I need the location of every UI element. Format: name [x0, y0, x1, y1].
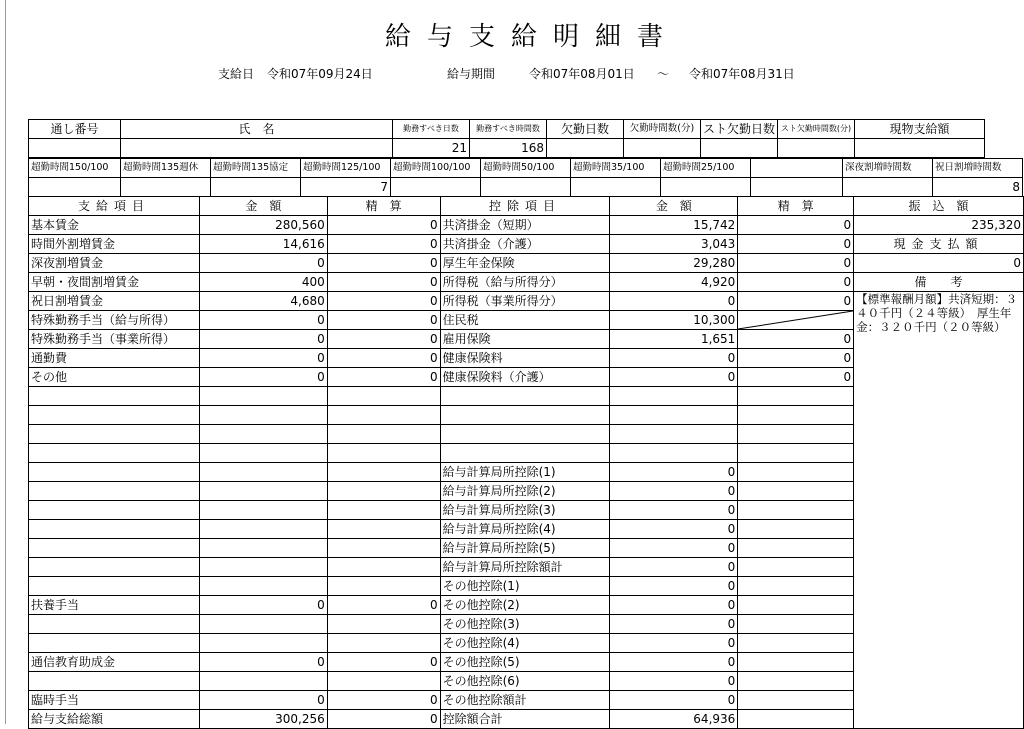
deduction-item-amount	[610, 406, 738, 425]
pay-item-amount	[199, 558, 327, 577]
deduction-item-amount: 4,920	[610, 273, 738, 292]
pay-item-amount: 280,560	[199, 216, 327, 235]
pay-item-name	[29, 539, 200, 558]
pay-item-adjust: 0	[327, 292, 440, 311]
required-hours-header: 勤務すべき時間数	[470, 120, 547, 139]
pay-deduction-table	[28, 196, 1024, 729]
deduction-item-adjust	[738, 501, 854, 520]
overtime-header-row	[29, 159, 1023, 178]
pay-item-amount	[199, 577, 327, 596]
deduction-item-amount: 0	[610, 672, 738, 691]
pay-item-amount	[199, 463, 327, 482]
deduction-item-adjust	[738, 463, 854, 482]
pay-item-name	[29, 387, 200, 406]
required-days-value: 21	[393, 139, 470, 158]
pay-item-amount: 300,256	[199, 710, 327, 729]
transfer-amount-header: 振 込 額	[854, 197, 1024, 216]
deduction-item-amount: 64,936	[610, 710, 738, 729]
deduction-item-adjust-struck	[738, 311, 854, 330]
deduction-item-amount: 0	[610, 577, 738, 596]
overtime-blank-value	[751, 178, 843, 197]
pay-item-name	[29, 615, 200, 634]
pay-item-amount	[199, 444, 327, 463]
pay-item-adjust: 0	[327, 254, 440, 273]
deduction-item-amount	[610, 425, 738, 444]
deduction-item-name: 健康保険料	[440, 349, 610, 368]
deduction-item-name: その他控除(2)	[440, 596, 610, 615]
deduction-item-name: 給与計算局所控除額計	[440, 558, 610, 577]
deduction-item-adjust	[738, 672, 854, 691]
deduction-item-adjust: 0	[738, 368, 854, 387]
deduction-item-amount: 0	[610, 596, 738, 615]
deduction-item-name: 給与計算局所控除(1)	[440, 463, 610, 482]
pay-item-adjust: 0	[327, 596, 440, 615]
table-row	[29, 235, 1024, 254]
pay-item-name: その他	[29, 368, 200, 387]
deduction-item-name: 給与計算局所控除(4)	[440, 520, 610, 539]
overtime-35-value	[571, 178, 661, 197]
attendance-table	[28, 119, 985, 158]
strike-absence-days-header: スト欠勤日数	[701, 120, 778, 139]
pay-item-amount	[199, 482, 327, 501]
deduction-item-name	[440, 406, 610, 425]
night-premium-hours-header: 深夜割増時間数	[843, 159, 933, 178]
pay-item-amount	[199, 672, 327, 691]
deduction-item-amount: 0	[610, 653, 738, 672]
deduction-item-name: 所得税（事業所得分）	[440, 292, 610, 311]
overtime-150-header: 超勤時間150/100	[29, 159, 121, 178]
deduction-amount-header: 金 額	[610, 197, 738, 216]
pay-item-amount: 400	[199, 273, 327, 292]
pay-item-adjust	[327, 482, 440, 501]
deduction-item-amount: 0	[610, 558, 738, 577]
deduction-item-amount: 0	[610, 463, 738, 482]
strike-diagonal	[738, 311, 853, 329]
deduction-item-adjust: 0	[738, 216, 854, 235]
deduction-item-adjust: 0	[738, 330, 854, 349]
pay-date: 令和07年09月24日	[267, 67, 373, 81]
pay-item-name: 扶養手当	[29, 596, 200, 615]
deduction-item-adjust	[738, 615, 854, 634]
deduction-item-adjust: 0	[738, 349, 854, 368]
deduction-item-amount: 15,742	[610, 216, 738, 235]
deduction-adjust-header: 精 算	[738, 197, 854, 216]
in-kind-payment-header: 現物支給額	[855, 120, 985, 139]
pay-item-adjust: 0	[327, 653, 440, 672]
required-days-header: 勤務すべき日数	[393, 120, 470, 139]
deduction-item-name: 健康保険料（介護）	[440, 368, 610, 387]
pay-item-name	[29, 425, 200, 444]
holiday-premium-hours-value: 8	[933, 178, 1023, 197]
overtime-blank-header	[751, 159, 843, 178]
deduction-item-amount: 0	[610, 634, 738, 653]
pay-item-adjust	[327, 406, 440, 425]
pay-item-name: 臨時手当	[29, 691, 200, 710]
overtime-135-agreement-value	[211, 178, 301, 197]
deduction-item-amount	[610, 444, 738, 463]
pay-item-name	[29, 463, 200, 482]
deduction-item-adjust	[738, 577, 854, 596]
deduction-item-name: その他控除(6)	[440, 672, 610, 691]
pay-item-name: 特殊勤務手当（給与所得）	[29, 311, 200, 330]
deduction-item-amount: 0	[610, 349, 738, 368]
deduction-item-name: 控除額合計	[440, 710, 610, 729]
pay-item-adjust	[327, 539, 440, 558]
deduction-item-amount	[610, 387, 738, 406]
deduction-item-name: その他控除(4)	[440, 634, 610, 653]
pay-item-amount	[199, 425, 327, 444]
deduction-item-adjust	[738, 710, 854, 729]
deduction-item-name: 共済掛金（短期）	[440, 216, 610, 235]
pay-item-amount	[199, 539, 327, 558]
pay-item-adjust: 0	[327, 330, 440, 349]
deduction-item-adjust	[738, 387, 854, 406]
pay-item-amount	[199, 615, 327, 634]
serial-number-value	[29, 139, 121, 158]
pay-item-amount: 0	[199, 311, 327, 330]
pay-item-name: 時間外割増賃金	[29, 235, 200, 254]
pay-item-amount: 14,616	[199, 235, 327, 254]
name-value	[121, 139, 393, 158]
deduction-item-header: 控除項目	[440, 197, 610, 216]
pay-item-amount	[199, 520, 327, 539]
pay-deduction-header-row	[29, 197, 1024, 216]
pay-item-adjust	[327, 463, 440, 482]
cash-payment-value: 0	[854, 254, 1024, 273]
deduction-item-amount: 29,280	[610, 254, 738, 273]
strike-absence-minutes-value	[778, 139, 855, 158]
deduction-item-adjust	[738, 634, 854, 653]
deduction-item-name: その他控除(5)	[440, 653, 610, 672]
pay-item-adjust	[327, 425, 440, 444]
pay-item-amount: 0	[199, 349, 327, 368]
pay-item-amount	[199, 387, 327, 406]
overtime-125-header: 超勤時間125/100	[301, 159, 391, 178]
deduction-item-amount: 3,043	[610, 235, 738, 254]
period-end: 令和07年08月31日	[689, 67, 795, 81]
attendance-value-row	[29, 139, 985, 158]
pay-item-amount: 0	[199, 596, 327, 615]
overtime-100-value	[391, 178, 481, 197]
pay-item-name: 給与支給総額	[29, 710, 200, 729]
pay-item-name	[29, 406, 200, 425]
overtime-25-value	[661, 178, 751, 197]
deduction-item-amount: 0	[610, 368, 738, 387]
pay-item-adjust: 0	[327, 273, 440, 292]
deduction-item-amount: 0	[610, 520, 738, 539]
pay-item-amount	[199, 406, 327, 425]
deduction-item-adjust	[738, 691, 854, 710]
absence-days-value	[547, 139, 624, 158]
pay-amount-header: 金 額	[199, 197, 327, 216]
pay-item-name	[29, 577, 200, 596]
deduction-item-name: 給与計算局所控除(5)	[440, 539, 610, 558]
strike-absence-days-value	[701, 139, 778, 158]
deduction-item-amount: 0	[610, 482, 738, 501]
overtime-35-header: 超勤時間35/100	[571, 159, 661, 178]
pay-adjust-header: 精 算	[327, 197, 440, 216]
deduction-item-adjust: 0	[738, 235, 854, 254]
pay-item-name	[29, 501, 200, 520]
deduction-item-amount: 0	[610, 292, 738, 311]
deduction-item-name	[440, 425, 610, 444]
deduction-item-amount: 1,651	[610, 330, 738, 349]
attendance-header-row	[29, 120, 985, 139]
pay-item-adjust	[327, 387, 440, 406]
overtime-135-weekly-header: 超勤時間135週休	[121, 159, 211, 178]
pay-item-amount: 0	[199, 254, 327, 273]
pay-item-adjust: 0	[327, 691, 440, 710]
pay-item-adjust: 0	[327, 710, 440, 729]
pay-item-name	[29, 634, 200, 653]
pay-item-adjust	[327, 672, 440, 691]
night-premium-hours-value	[843, 178, 933, 197]
period-label: 給与期間	[447, 67, 496, 81]
pay-item-adjust	[327, 558, 440, 577]
deduction-item-name: その他控除(3)	[440, 615, 610, 634]
deduction-item-name: 厚生年金保険	[440, 254, 610, 273]
pay-item-amount	[199, 634, 327, 653]
pay-item-name: 基本賃金	[29, 216, 200, 235]
period-separator: 〜	[657, 67, 670, 81]
remarks-label: 備 考	[854, 273, 1024, 292]
period-start: 令和07年08月01日	[529, 67, 635, 81]
deduction-item-adjust	[738, 539, 854, 558]
deduction-item-amount: 0	[610, 691, 738, 710]
pay-item-name: 早朝・夜間割増賃金	[29, 273, 200, 292]
holiday-premium-hours-header: 祝日割増時間数	[933, 159, 1023, 178]
deduction-item-name: 雇用保険	[440, 330, 610, 349]
pay-item-adjust: 0	[327, 235, 440, 254]
overtime-150-value	[29, 178, 121, 197]
overtime-50-value	[481, 178, 571, 197]
pay-item-adjust	[327, 615, 440, 634]
pay-item-amount: 0	[199, 653, 327, 672]
pay-item-amount	[199, 501, 327, 520]
page-title: 給与支給明細書	[384, 22, 679, 52]
pay-item-adjust	[327, 520, 440, 539]
deduction-item-name: 給与計算局所控除(3)	[440, 501, 610, 520]
pay-item-name: 特殊勤務手当（事業所得）	[29, 330, 200, 349]
deduction-item-name	[440, 444, 610, 463]
pay-item-name: 通勤費	[29, 349, 200, 368]
pay-item-amount: 4,680	[199, 292, 327, 311]
deduction-item-amount: 0	[610, 539, 738, 558]
deduction-item-name: 共済掛金（介護）	[440, 235, 610, 254]
pay-item-amount: 0	[199, 368, 327, 387]
deduction-item-name: 所得税（給与所得分）	[440, 273, 610, 292]
overtime-table	[28, 158, 1023, 197]
pay-item-adjust: 0	[327, 368, 440, 387]
in-kind-payment-value	[855, 139, 985, 158]
pay-item-adjust	[327, 577, 440, 596]
deduction-item-name: その他控除額計	[440, 691, 610, 710]
page-edge-rule	[5, 0, 6, 724]
serial-number-header: 通し番号	[29, 120, 121, 139]
pay-item-adjust	[327, 444, 440, 463]
overtime-135-weekly-value	[121, 178, 211, 197]
deduction-item-adjust	[738, 482, 854, 501]
deduction-item-amount: 0	[610, 501, 738, 520]
table-row	[29, 216, 1024, 235]
pay-item-amount: 0	[199, 691, 327, 710]
table-row	[29, 273, 1024, 292]
pay-item-name	[29, 558, 200, 577]
overtime-25-header: 超勤時間25/100	[661, 159, 751, 178]
deduction-item-name: 給与計算局所控除(2)	[440, 482, 610, 501]
pay-item-name	[29, 444, 200, 463]
pay-item-name: 深夜割増賃金	[29, 254, 200, 273]
pay-item-header: 支給項目	[29, 197, 200, 216]
deduction-item-adjust	[738, 406, 854, 425]
deduction-item-adjust: 0	[738, 254, 854, 273]
overtime-100-header: 超勤時間100/100	[391, 159, 481, 178]
deduction-item-adjust: 0	[738, 292, 854, 311]
pay-item-adjust	[327, 501, 440, 520]
deduction-item-amount: 0	[610, 615, 738, 634]
table-row	[29, 292, 1024, 311]
overtime-value-row	[29, 178, 1023, 197]
overtime-135-agreement-header: 超勤時間135協定	[211, 159, 301, 178]
deduction-item-adjust	[738, 558, 854, 577]
pay-item-adjust: 0	[327, 216, 440, 235]
table-row	[29, 254, 1024, 273]
pay-item-name: 祝日割増賃金	[29, 292, 200, 311]
overtime-50-header: 超勤時間50/100	[481, 159, 571, 178]
cash-payment-label: 現金支払額	[854, 235, 1024, 254]
required-hours-value: 168	[470, 139, 547, 158]
pay-item-name	[29, 482, 200, 501]
pay-item-name: 通信教育助成金	[29, 653, 200, 672]
deduction-item-adjust	[738, 653, 854, 672]
name-header: 氏 名	[121, 120, 393, 139]
absence-minutes-value	[624, 139, 701, 158]
deduction-item-adjust	[738, 444, 854, 463]
deduction-item-name	[440, 387, 610, 406]
deduction-item-adjust	[738, 520, 854, 539]
strike-diagonal-line	[738, 311, 853, 329]
strike-absence-minutes-header: スト欠勤時間数(分)	[778, 120, 855, 139]
deduction-item-name: 住民税	[440, 311, 610, 330]
absence-minutes-header: 欠勤時間数(分)	[624, 120, 701, 139]
absence-days-header: 欠勤日数	[547, 120, 624, 139]
pay-item-adjust	[327, 634, 440, 653]
deduction-item-amount: 10,300	[610, 311, 738, 330]
pay-item-adjust: 0	[327, 349, 440, 368]
transfer-amount-value: 235,320	[854, 216, 1024, 235]
pay-item-name	[29, 672, 200, 691]
remarks-text: 【標準報酬月額】共済短期：３４０千円（２４等級） 厚生年金：３２０千円（２０等級）	[854, 292, 1024, 729]
deduction-item-name: その他控除(1)	[440, 577, 610, 596]
pay-date-label: 支給日	[218, 67, 255, 81]
deduction-item-adjust: 0	[738, 273, 854, 292]
pay-item-amount: 0	[199, 330, 327, 349]
overtime-125-value: 7	[301, 178, 391, 197]
pay-item-name	[29, 520, 200, 539]
deduction-item-adjust	[738, 596, 854, 615]
pay-item-adjust: 0	[327, 311, 440, 330]
deduction-item-adjust	[738, 425, 854, 444]
